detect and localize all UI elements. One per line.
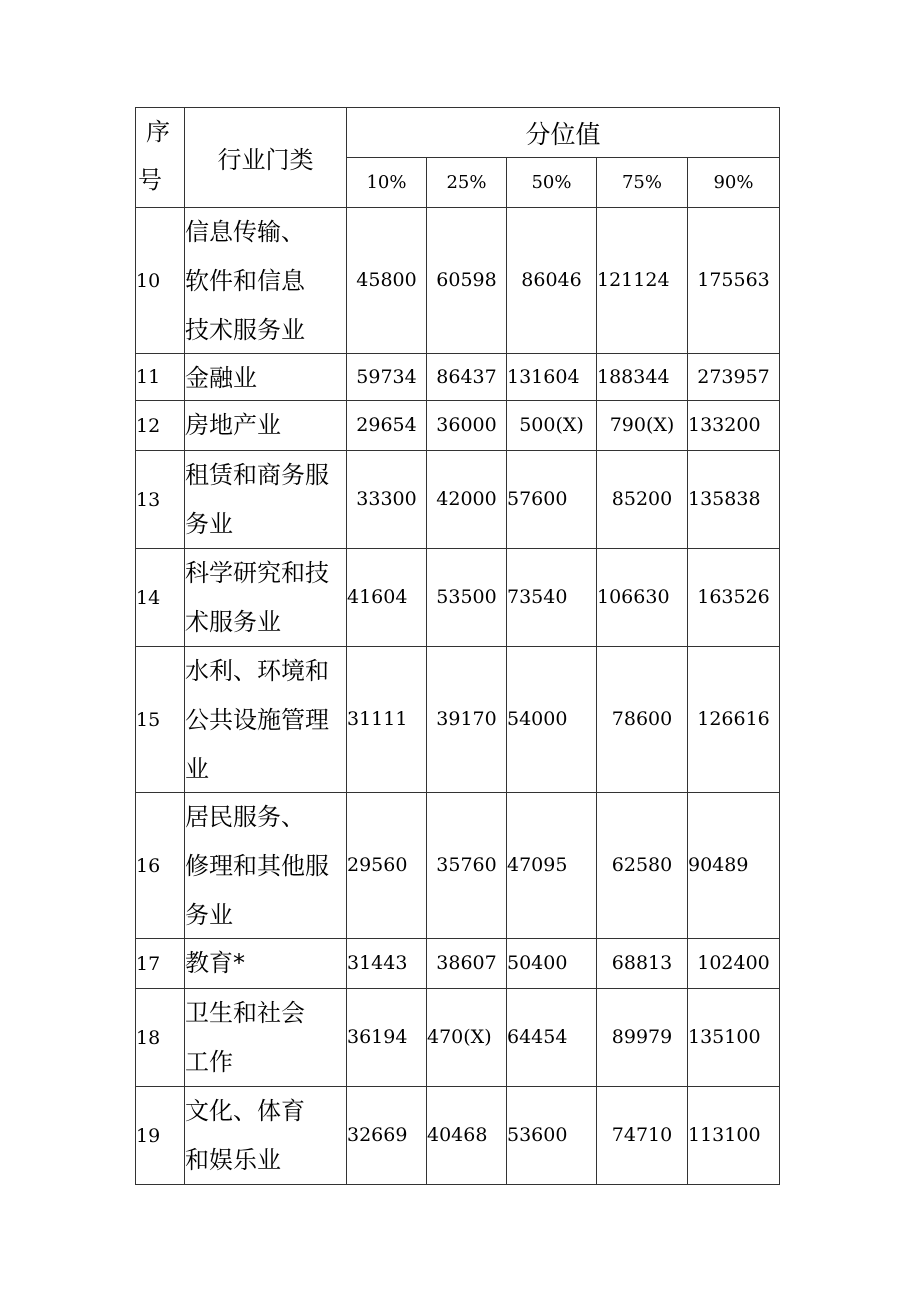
value-cell: 29560 [347,793,427,939]
value-cell: 86437 [427,354,507,401]
value-cell: 53500 [427,549,507,647]
value-cell: 36194 [347,989,427,1087]
row-seq: 10 [136,208,185,354]
table-row [136,354,780,401]
value-cell: 31111 [347,647,427,793]
industry-line: 公共设施管理 [185,706,329,734]
industry-line: 教育* [185,949,245,977]
industry-line: 居民服务、 [185,803,305,831]
row-industry [185,793,347,939]
header-seq-line1: 序 [146,118,170,146]
value-cell: 60598 [427,208,507,354]
header-percentile: 25% [427,158,507,208]
value-cell: 86046 [507,208,597,354]
row-industry [185,401,347,451]
row-industry-text [185,989,346,1086]
row-industry [185,989,347,1087]
value-cell: 102400 [688,939,780,989]
row-industry-text [185,793,346,938]
value-cell: 36000 [427,401,507,451]
row-industry-text [185,354,346,400]
value-cell: 31443 [347,939,427,989]
row-industry-text [185,451,346,548]
value-cell: 113100 [688,1087,780,1185]
value-cell: 45800 [347,208,427,354]
row-industry [185,939,347,989]
value-cell: 54000 [507,647,597,793]
row-industry [185,208,347,354]
table-row [136,647,780,793]
value-cell: 50400 [507,939,597,989]
value-cell: 175563 [688,208,780,354]
row-industry [185,354,347,401]
value-cell: 39170 [427,647,507,793]
table-row [136,451,780,549]
header-seq-line2: 号 [138,166,162,194]
value-cell: 38607 [427,939,507,989]
value-cell: 41604 [347,549,427,647]
header-percentile: 10% [347,158,427,208]
industry-line: 房地产业 [185,411,281,439]
value-cell: 74710 [597,1087,688,1185]
row-industry-text [185,208,346,353]
value-cell: 68813 [597,939,688,989]
value-cell: 470(X) [427,989,507,1087]
header-seq [136,108,185,208]
industry-line: 水利、环境和 [185,657,329,685]
header-row-top [136,108,780,158]
table-row [136,549,780,647]
industry-line: 修理和其他服 [185,852,329,880]
header-percentile-group: 分位值 [347,108,780,158]
value-cell: 47095 [507,793,597,939]
wage-percentile-table [135,107,780,1185]
value-cell: 131604 [507,354,597,401]
industry-line: 业 [185,755,209,783]
row-industry-text [185,401,346,450]
table-row [136,989,780,1087]
row-seq: 19 [136,1087,185,1185]
value-cell: 273957 [688,354,780,401]
value-cell: 53600 [507,1087,597,1185]
table-body [136,208,780,1185]
industry-line: 金融业 [185,364,257,392]
value-cell: 73540 [507,549,597,647]
industry-line: 工作 [185,1048,233,1076]
industry-line: 卫生和社会 [185,999,305,1027]
row-industry-text [185,1087,346,1184]
row-industry [185,647,347,793]
row-industry [185,549,347,647]
row-industry [185,451,347,549]
value-cell: 64454 [507,989,597,1087]
row-seq: 11 [136,354,185,401]
value-cell: 89979 [597,989,688,1087]
industry-line: 软件和信息 [185,267,305,295]
value-cell: 790(X) [597,401,688,451]
row-seq: 17 [136,939,185,989]
industry-line: 技术服务业 [185,316,305,344]
value-cell: 106630 [597,549,688,647]
value-cell: 29654 [347,401,427,451]
table-row [136,793,780,939]
value-cell: 188344 [597,354,688,401]
value-cell: 135100 [688,989,780,1087]
value-cell: 90489 [688,793,780,939]
industry-line: 文化、体育 [185,1097,305,1125]
row-seq: 14 [136,549,185,647]
industry-line: 和娱乐业 [185,1146,281,1174]
row-seq: 18 [136,989,185,1087]
industry-line: 务业 [185,901,233,929]
header-percentile: 75% [597,158,688,208]
value-cell: 85200 [597,451,688,549]
row-industry-text [185,939,346,988]
value-cell: 135838 [688,451,780,549]
industry-line: 术服务业 [185,608,281,636]
value-cell: 133200 [688,401,780,451]
header-industry: 行业门类 [185,108,347,208]
value-cell: 32669 [347,1087,427,1185]
value-cell: 500(X) [507,401,597,451]
row-seq: 15 [136,647,185,793]
value-cell: 59734 [347,354,427,401]
value-cell: 78600 [597,647,688,793]
value-cell: 163526 [688,549,780,647]
value-cell: 40468 [427,1087,507,1185]
value-cell: 42000 [427,451,507,549]
header-percentile: 50% [507,158,597,208]
row-industry [185,1087,347,1185]
header-percentile: 90% [688,158,780,208]
value-cell: 126616 [688,647,780,793]
industry-line: 科学研究和技 [185,559,329,587]
table-row [136,401,780,451]
industry-line: 务业 [185,510,233,538]
value-cell: 33300 [347,451,427,549]
row-seq: 16 [136,793,185,939]
value-cell: 62580 [597,793,688,939]
value-cell: 35760 [427,793,507,939]
value-cell: 121124 [597,208,688,354]
industry-line: 信息传输、 [185,218,305,246]
row-industry-text [185,647,346,792]
value-cell: 57600 [507,451,597,549]
row-industry-text [185,549,346,646]
industry-line: 租赁和商务服 [185,461,329,489]
row-seq: 13 [136,451,185,549]
table-row [136,939,780,989]
row-seq: 12 [136,401,185,451]
table-row [136,1087,780,1185]
table-row [136,208,780,354]
